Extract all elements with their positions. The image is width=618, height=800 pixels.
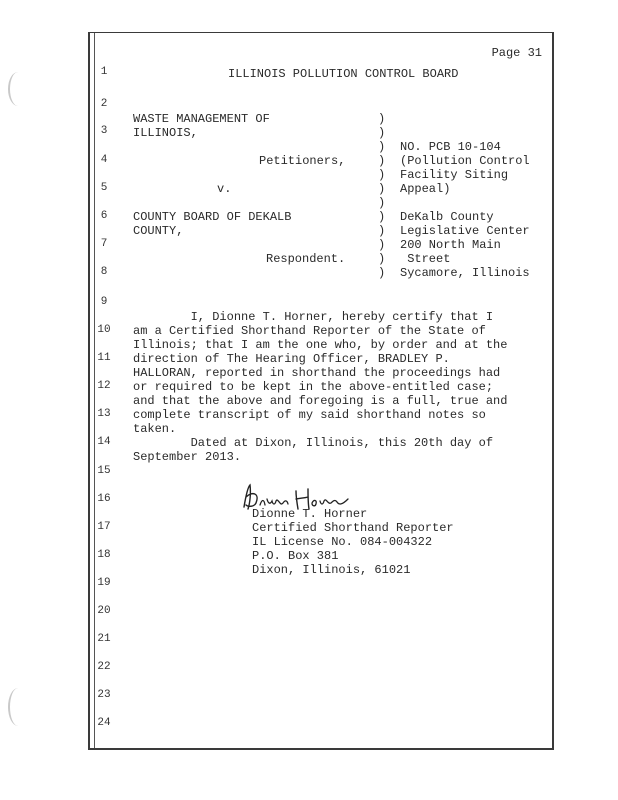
caption-paren: ) [378,238,386,252]
certification-line: and that the above and foregoing is a full, true and [133,394,508,408]
caption-paren: ) [378,210,386,224]
line-number: 19 [97,577,111,589]
certification-line: taken. [133,422,177,436]
line-number: 6 [100,210,108,222]
caption-paren: ) [378,182,386,196]
reporter-name: Dionne T. Horner [252,507,368,521]
respondent-name-line-1: COUNTY BOARD OF DEKALB [133,210,292,224]
certification-line: complete transcript of my said shorthand notes so [133,408,486,422]
line-number: 20 [97,605,111,617]
petitioner-name-line-1: WASTE MANAGEMENT OF [133,112,270,126]
versus: v. [217,182,232,196]
dated-month-year: September 2013. [133,450,242,464]
petitioner-name-line-2: ILLINOIS, [133,126,198,140]
location-line-1: DeKalb County [400,210,494,224]
line-number: 16 [97,493,111,505]
page-number: Page 31 [491,46,542,60]
line-number: 22 [97,661,111,673]
caption-paren: ) [378,168,386,182]
line-number: 2 [100,98,108,110]
line-number: 1 [100,66,108,78]
line-number: 17 [97,521,111,533]
line-number: 13 [97,408,111,420]
line-number: 3 [100,125,108,137]
case-type-line-2: Facility Siting [400,168,509,182]
respondent-name-line-2: COUNTY, [133,224,184,238]
certification-line: direction of The Hearing Officer, BRADLEY P. [133,352,450,366]
hole-punch-mark-bottom [8,688,28,726]
certification-line: I, Dionne T. Horner, hereby certify that I [133,310,494,324]
line-number: 8 [100,266,108,278]
line-number: 12 [97,380,111,392]
line-number: 23 [97,689,111,701]
dated-line: Dated at Dixon, Illinois, this 20th day of [133,436,494,450]
line-number: 24 [97,717,111,729]
caption-paren: ) [378,126,386,140]
line-number: 7 [100,238,108,250]
line-number: 21 [97,633,111,645]
caption-paren: ) [378,140,386,154]
caption-paren: ) [378,112,386,126]
case-type-line-3: Appeal) [400,182,451,196]
petitioner-role: Petitioners, [259,154,346,168]
certification-line: Illinois; that I am the one who, by order and at the [133,338,508,352]
location-line-3: 200 North Main [400,238,501,252]
certification-line: HALLORAN, reported in shorthand the proceedings had [133,366,501,380]
reporter-po-box: P.O. Box 381 [252,549,339,563]
line-number: 15 [97,465,111,477]
caption-paren: ) [378,224,386,238]
caption-paren: ) [378,252,386,266]
caption-paren: ) [378,154,386,168]
location-line-4: Street [400,252,451,266]
case-number: NO. PCB 10-104 [400,140,501,154]
line-number: 10 [97,324,111,336]
reporter-city: Dixon, Illinois, 61021 [252,563,411,577]
location-line-2: Legislative Center [400,224,530,238]
hole-punch-mark-top [8,72,28,106]
line-number: 11 [97,352,111,364]
certification-line: or required to be kept in the above-entitled case; [133,380,494,394]
line-number: 18 [97,549,111,561]
reporter-title: Certified Shorthand Reporter [252,521,454,535]
reporter-license: IL License No. 084-004322 [252,535,433,549]
certification-line: am a Certified Shorthand Reporter of the State of [133,324,486,338]
location-line-5: Sycamore, Illinois [400,266,530,280]
margin-rule [94,33,95,748]
respondent-role: Respondent. [266,252,346,266]
board-title: ILLINOIS POLLUTION CONTROL BOARD [228,67,459,81]
line-number: 14 [97,436,111,448]
line-number: 5 [100,182,108,194]
line-number: 4 [100,154,108,166]
line-number: 9 [100,296,108,308]
caption-paren: ) [378,196,386,210]
caption-paren: ) [378,266,386,280]
case-type-line-1: (Pollution Control [400,154,530,168]
